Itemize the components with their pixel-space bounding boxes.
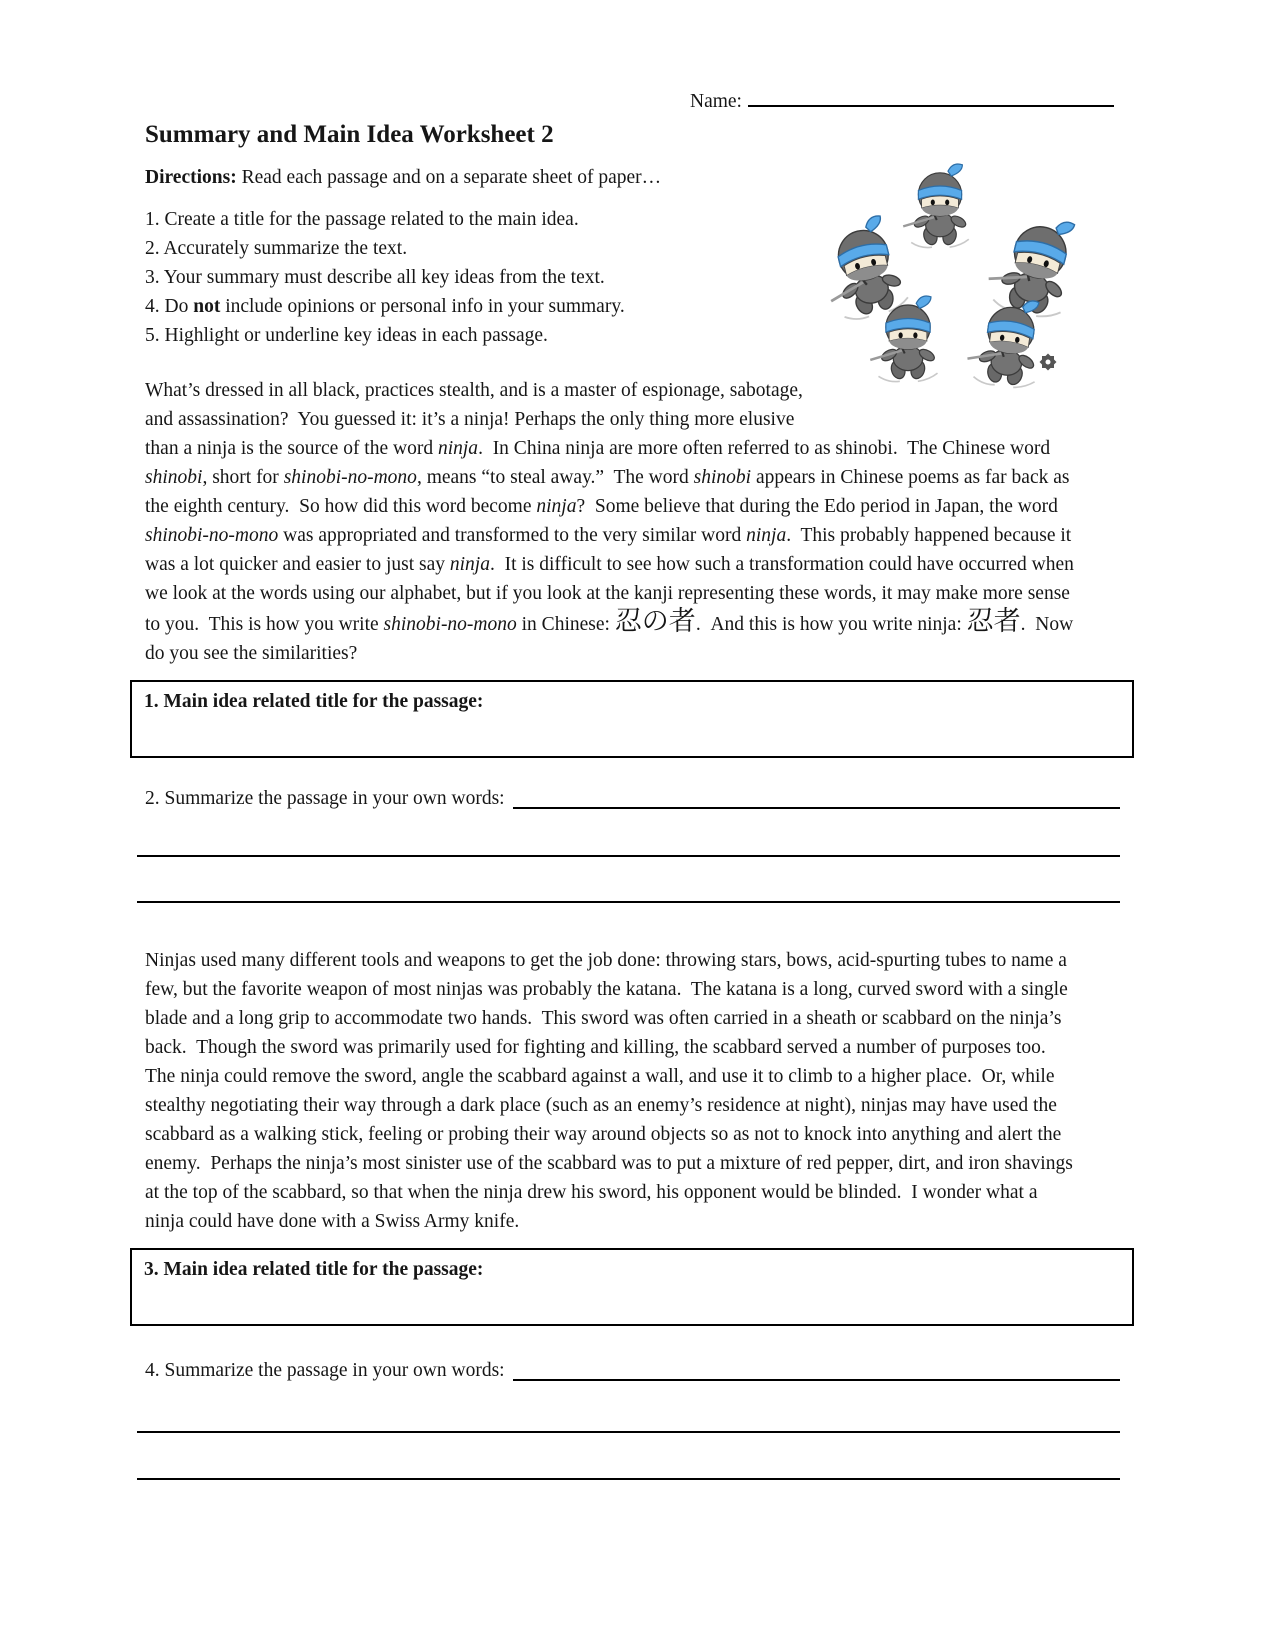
instruction-text-post: include opinions or personal info in your summary.	[220, 296, 625, 317]
instruction-text: Your summary must describe all key ideas from the text.	[163, 267, 605, 288]
ninja-clipart-icon	[812, 158, 1092, 398]
name-label: Name:	[690, 91, 742, 112]
instruction-bold-text: not	[193, 296, 221, 317]
instruction-text: Accurately summarize the text.	[163, 238, 408, 259]
instruction-text: Do	[164, 296, 194, 317]
answer-box-3	[130, 1248, 1134, 1326]
shuriken-icon	[1040, 354, 1057, 371]
instruction-number: 3.	[145, 267, 160, 288]
instruction-text: Create a title for the passage related to the main idea.	[164, 209, 579, 230]
question-4-row	[145, 1356, 1134, 1385]
question-4-label: 4. Summarize the passage in your own words:	[145, 1360, 505, 1381]
instruction-text: Highlight or underline key ideas in each passage.	[164, 325, 548, 346]
answer-line	[137, 1431, 1120, 1433]
passage-2: Ninjas used many different tools and weapons to get the job done: throwing stars, bows, acid-spurting tubes to name a few, but the favorite weapon of most ninjas was probably the katana. The katana is a long, curved sword with a single blade and a long grip to accommodate two hands. This sword was often carried in a sheath or scabbard on the ninja’s back. Though the sword was primarily used for fighting and killing, the scabbard served a number of purposes too. The ninja could remove the sword, angle the scabbard against a wall, and use it to climb to a higher place. Or, while stealthy negotiating their way through a dark place (such as an enemy’s residence at night), ninjas may have used the scabbard as a walking stick, feeling or probing their way around objects so as not to knock into anything and alert the enemy. Perhaps the ninja’s most sinister use of the scabbard was to put a mixture of red pepper, dirt, and iron shavings at the top of the scabbard, so that when the ninja drew his sword, his opponent would be blinded. I wonder what a ninja could have done with a Swiss Army knife.	[145, 950, 1078, 1232]
question-2-label: 2. Summarize the passage in your own words:	[145, 788, 505, 809]
question-2-row	[145, 784, 1134, 813]
directions-label: Directions:	[145, 167, 237, 188]
instruction-number: 5.	[145, 325, 160, 346]
ninja-illustration	[812, 158, 1092, 398]
instruction-number: 4.	[145, 296, 160, 317]
answer-line	[513, 1379, 1120, 1381]
answer-box-1-label: 1. Main idea related title for the passage:	[144, 691, 484, 712]
directions-text: Read each passage and on a separate sheet of paper…	[236, 167, 662, 188]
answer-line	[513, 807, 1120, 809]
answer-line	[137, 901, 1120, 903]
answer-box-3-label: 3. Main idea related title for the passage:	[144, 1259, 484, 1280]
name-blank-line	[748, 90, 1114, 107]
answer-line	[137, 1478, 1120, 1480]
answer-line	[137, 855, 1120, 857]
name-field-row	[690, 90, 1114, 113]
instruction-number: 2.	[145, 238, 160, 259]
answer-box-1	[130, 680, 1134, 758]
passage-1: What’s dressed in all black, practices stealth, and is a master of espionage, sabotage, and assassination? You guessed it: it’s a ninja! Perhaps the only thing more elusive than a ninja is the source of the word ninja. In China ninja are more often referred to as shinobi. The Chinese word shinobi, short for shinobi-no-mono, means “to steal away.” The word shinobi appears in Chinese poems as far back as the eighth century. So how did this word become ninja? Some believe that during the Edo period in Japan, the word shinobi-no-mono was appropriated and transformed to the very similar word ninja. This probably happened because it was a lot quicker and easier to just say ninja. It is difficult to see how such a transformation could have occurred when we look at the words using our alphabet, but if you look at the kanji representing these words, it may make more sense to you. This is how you write shinobi-no-mono in Chinese: 忍の者. And this is how you write ninja: 忍者. Now do you see the similarities?	[145, 376, 1134, 668]
page-title: Summary and Main Idea Worksheet 2	[145, 121, 554, 148]
instruction-number: 1.	[145, 209, 160, 230]
